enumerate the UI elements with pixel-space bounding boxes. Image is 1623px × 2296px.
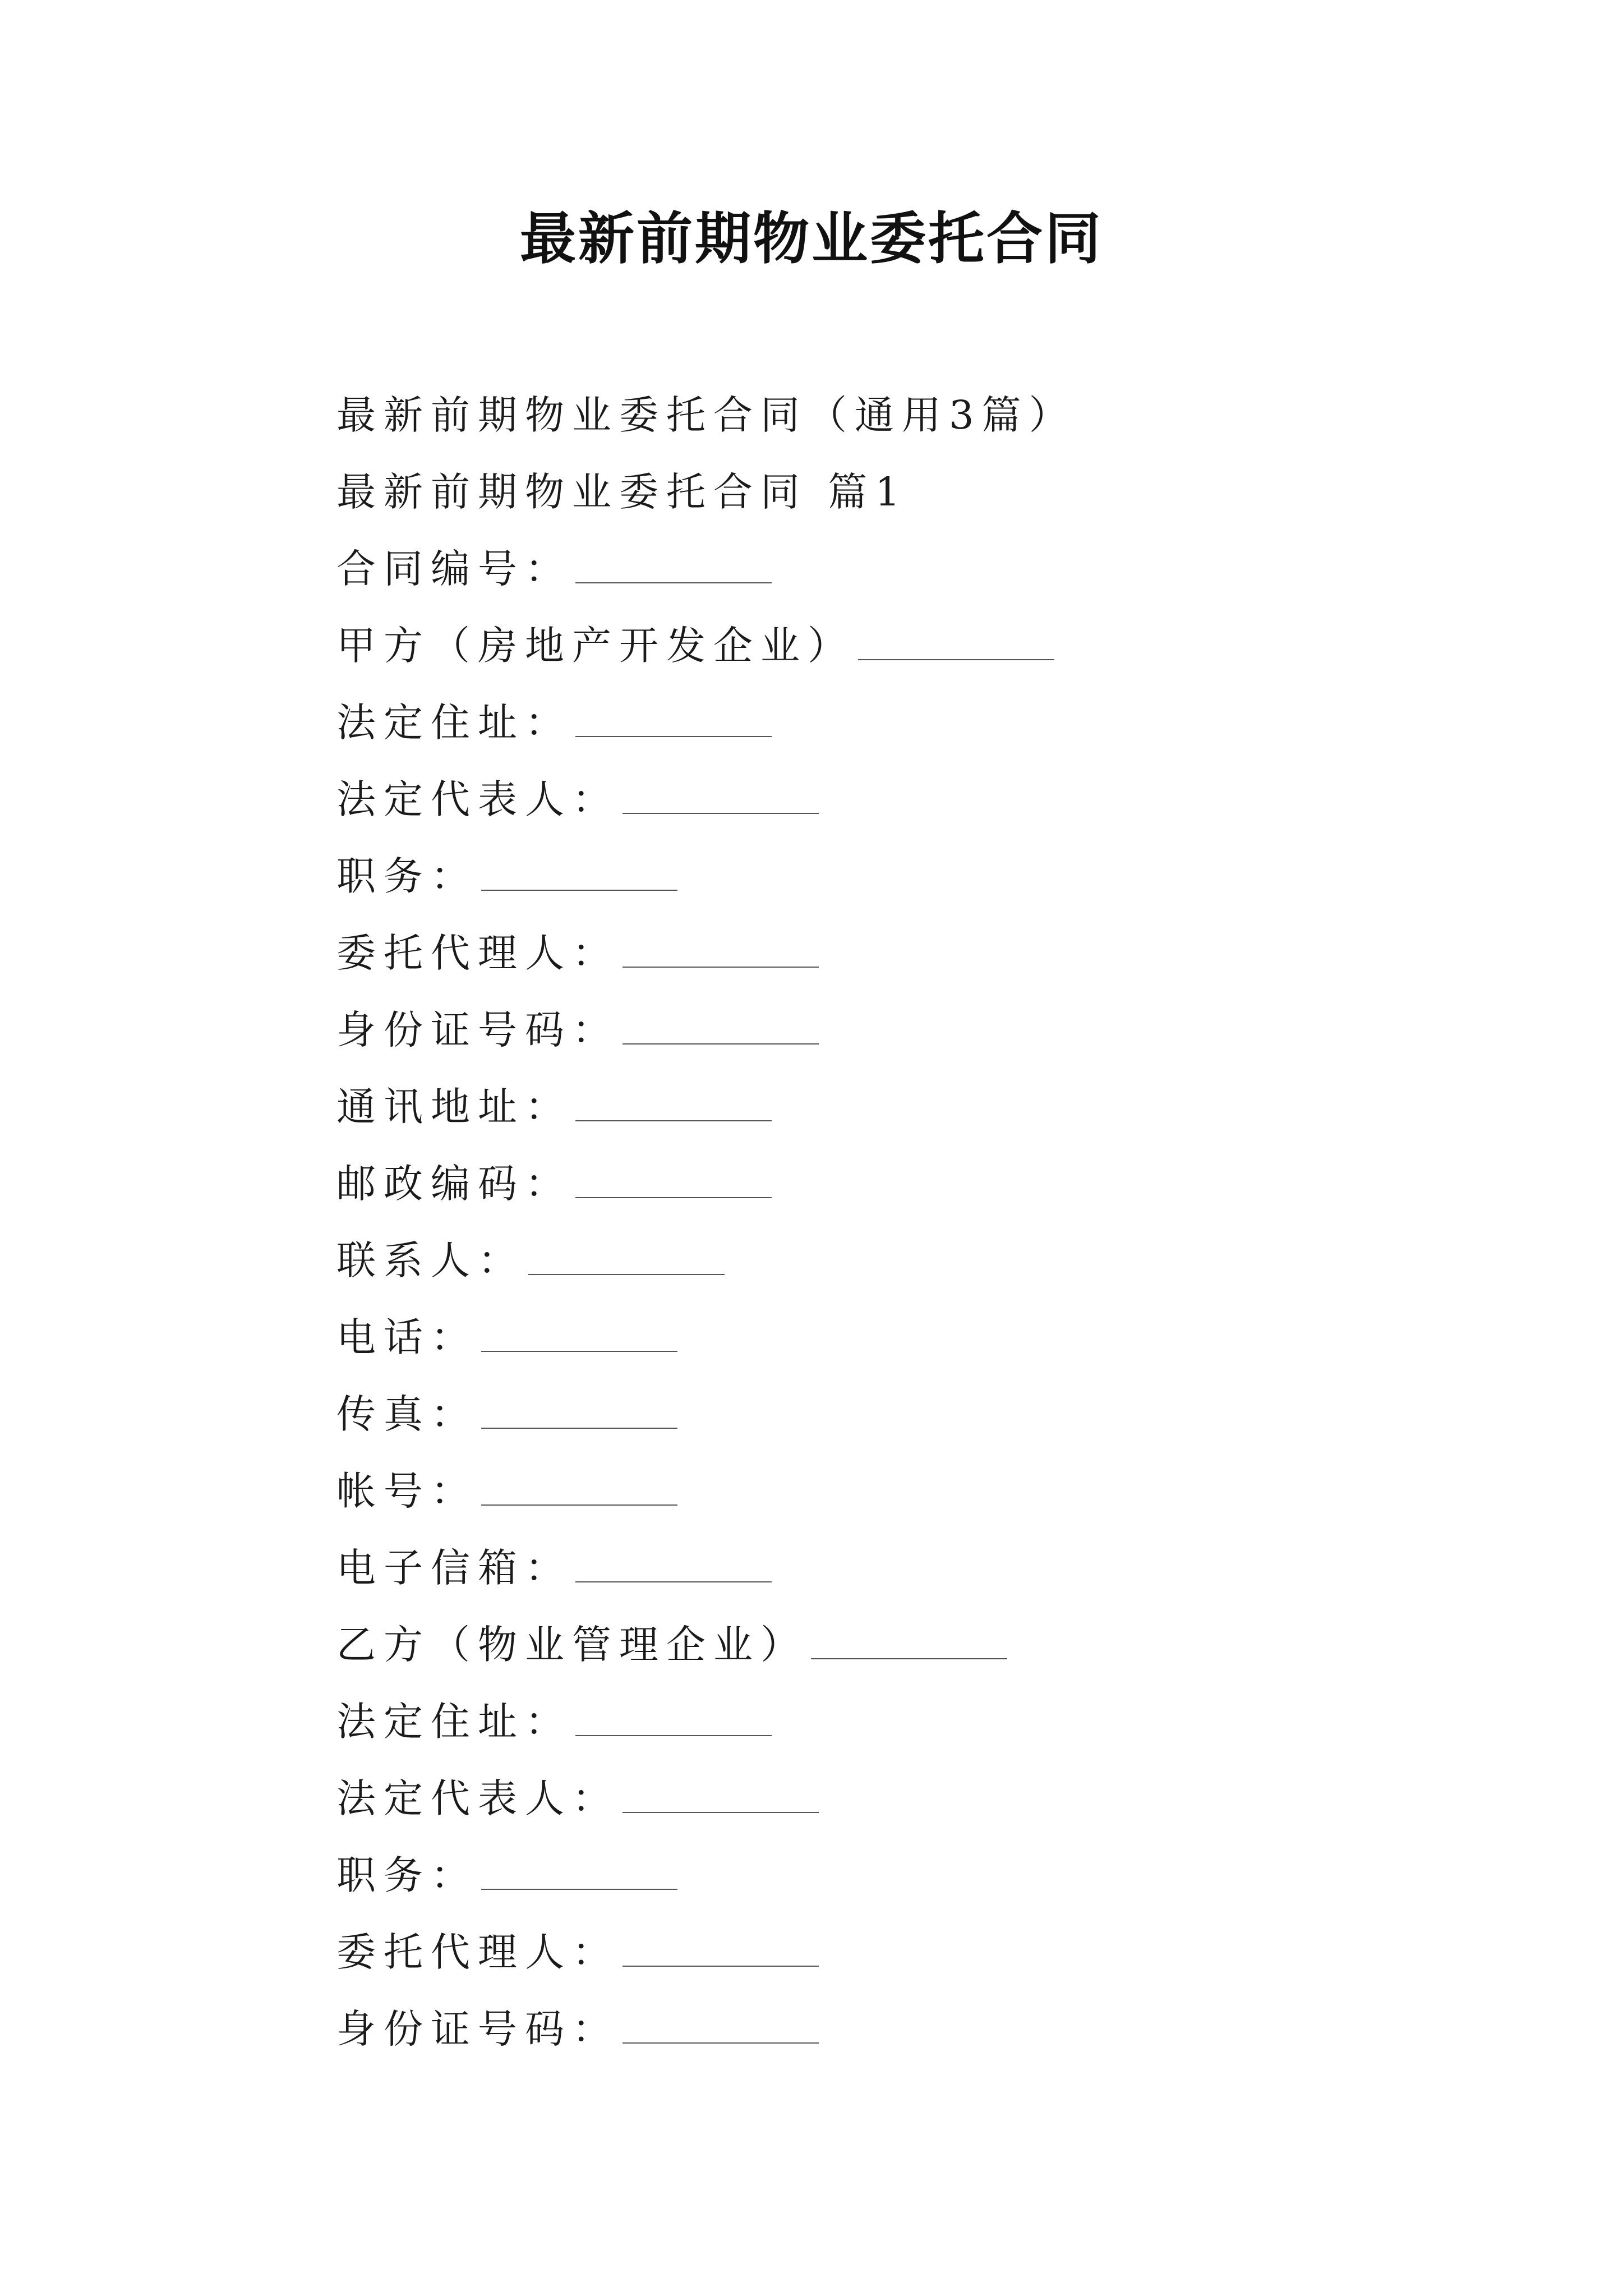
document-body <box>336 377 1570 2068</box>
form-field-line <box>336 1069 1570 1145</box>
fill-in-blank-underline <box>575 1735 772 1736</box>
form-field-line <box>336 684 1570 761</box>
form-field-line <box>336 992 1570 1069</box>
line-text: 最新前期物业委托合同 篇1 <box>336 469 908 515</box>
fill-in-blank-underline <box>481 1504 677 1506</box>
fill-in-blank-underline <box>575 1581 772 1582</box>
field-label: 委托代理人： <box>336 1929 619 1975</box>
fill-in-blank-underline <box>575 736 772 737</box>
form-field-line <box>336 1299 1570 1376</box>
form-field-line <box>336 1530 1570 1607</box>
fill-in-blank-underline <box>623 2042 819 2044</box>
fill-in-blank-underline <box>623 1812 819 1813</box>
form-field-line <box>336 1607 1570 1683</box>
fill-in-blank-underline <box>811 1658 1007 1659</box>
field-label: 帐号： <box>336 1468 478 1514</box>
field-label: 合同编号： <box>336 546 572 592</box>
form-field-line <box>336 915 1570 992</box>
form-field-line <box>336 1222 1570 1299</box>
fill-in-blank-underline <box>575 1197 772 1198</box>
fill-in-blank-underline <box>481 890 677 891</box>
line-text: 最新前期物业委托合同（通用3篇） <box>336 392 1076 438</box>
fill-in-blank-underline <box>481 1889 677 1890</box>
form-field-line <box>336 1914 1570 1991</box>
field-label: 邮政编码： <box>336 1161 572 1207</box>
form-field-line <box>336 1453 1570 1530</box>
field-label: 身份证号码： <box>336 2006 619 2052</box>
document-title: 最新前期物业委托合同 <box>520 205 1103 272</box>
form-field-line <box>336 838 1570 915</box>
field-label: 法定代表人： <box>336 776 619 822</box>
fill-in-blank-underline <box>481 1428 677 1429</box>
fill-in-blank-underline <box>481 1351 677 1352</box>
field-label: 身份证号码： <box>336 1007 619 1053</box>
field-label: 职务： <box>336 1852 478 1898</box>
field-label: 甲方（房地产开发企业） <box>336 623 855 669</box>
field-label: 联系人： <box>336 1237 525 1283</box>
form-field-line <box>336 1683 1570 1760</box>
field-label: 法定代表人： <box>336 1775 619 1821</box>
field-label: 职务： <box>336 853 478 899</box>
fill-in-blank-underline <box>623 1043 819 1045</box>
form-field-line <box>336 1760 1570 1837</box>
text-line <box>336 454 1570 531</box>
field-label: 法定住址： <box>336 700 572 746</box>
field-label: 通讯地址： <box>336 1084 572 1130</box>
fill-in-blank-underline <box>858 659 1054 660</box>
form-field-line <box>336 1145 1570 1222</box>
field-label: 法定住址： <box>336 1699 572 1745</box>
fill-in-blank-underline <box>623 813 819 814</box>
fill-in-blank-underline <box>623 967 819 968</box>
field-label: 乙方（物业管理企业） <box>336 1622 808 1668</box>
fill-in-blank-underline <box>575 582 772 583</box>
form-field-line <box>336 761 1570 838</box>
field-label: 电子信箱： <box>336 1545 572 1591</box>
field-label: 委托代理人： <box>336 930 619 976</box>
field-label: 传真： <box>336 1391 478 1437</box>
form-field-line <box>336 1376 1570 1453</box>
field-label: 电话： <box>336 1314 478 1360</box>
fill-in-blank-underline <box>623 1966 819 1967</box>
fill-in-blank-underline <box>575 1120 772 1121</box>
form-field-line <box>336 531 1570 608</box>
form-field-line <box>336 608 1570 684</box>
fill-in-blank-underline <box>528 1274 725 1275</box>
form-field-line <box>336 1991 1570 2068</box>
form-field-line <box>336 1837 1570 1914</box>
text-line <box>336 377 1570 454</box>
